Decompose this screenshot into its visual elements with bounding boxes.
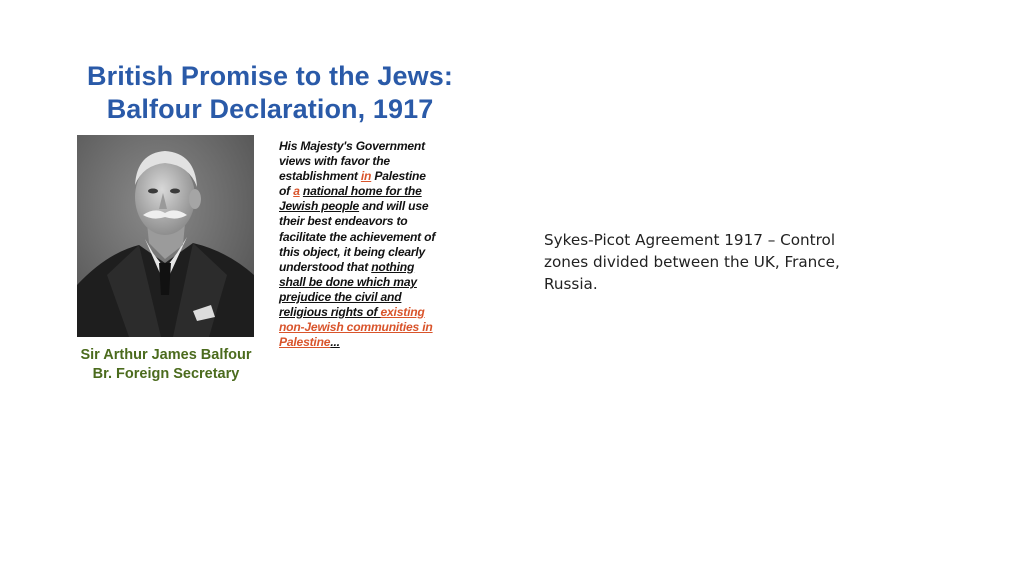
quote-line	[279, 260, 479, 275]
quote-line: non-Jewish communities in	[279, 320, 433, 335]
quote-line: His Majesty's Government	[279, 139, 425, 153]
slide-title	[70, 60, 470, 126]
caption-role: Br. Foreign Secretary	[92, 366, 240, 382]
note-line-3: Russia.	[544, 275, 598, 293]
quote-line: prejudice the civil and	[279, 289, 402, 304]
title-line-2: Balfour Declaration, 1917	[106, 94, 434, 124]
quote-text: of	[279, 184, 294, 199]
quote-text: and will use	[359, 199, 429, 214]
portrait-photo-icon	[77, 135, 254, 337]
quote-text: establishment	[279, 169, 361, 184]
sykes-picot-note	[544, 229, 874, 295]
quote-line: views with favor the	[279, 154, 390, 169]
note-line-2: zones divided between the UK, France,	[544, 253, 840, 271]
quote-highlight: a	[293, 184, 300, 199]
quote-underline: Jewish people	[279, 199, 360, 214]
quote-line	[279, 305, 479, 320]
balfour-declaration-quote	[279, 139, 479, 350]
quote-line	[279, 199, 479, 214]
quote-highlight: Palestine	[279, 335, 331, 350]
quote-highlight: in	[360, 169, 372, 184]
quote-highlight: existing	[380, 305, 425, 320]
title-line-1: British Promise to the Jews:	[87, 61, 453, 91]
quote-underline: nothing	[371, 259, 415, 274]
quote-line	[279, 335, 479, 350]
portrait-caption	[64, 346, 268, 384]
quote-text: understood that	[279, 259, 372, 274]
quote-line	[279, 184, 479, 199]
quote-line: shall be done which may	[279, 274, 417, 289]
quote-underline: ...	[330, 335, 340, 350]
balfour-portrait-image	[77, 135, 254, 337]
quote-line	[279, 169, 479, 184]
quote-underline: national home for the	[302, 184, 422, 199]
caption-name: Sir Arthur James Balfour	[80, 347, 252, 363]
quote-line: this object, it being clearly	[279, 244, 426, 259]
quote-underline: religious rights of	[279, 305, 381, 320]
note-line-1: Sykes-Picot Agreement 1917 – Control	[544, 231, 836, 249]
quote-line: their best endeavors to	[279, 214, 408, 229]
quote-text: Palestine	[371, 169, 426, 184]
quote-line: facilitate the achievement of	[279, 229, 436, 244]
